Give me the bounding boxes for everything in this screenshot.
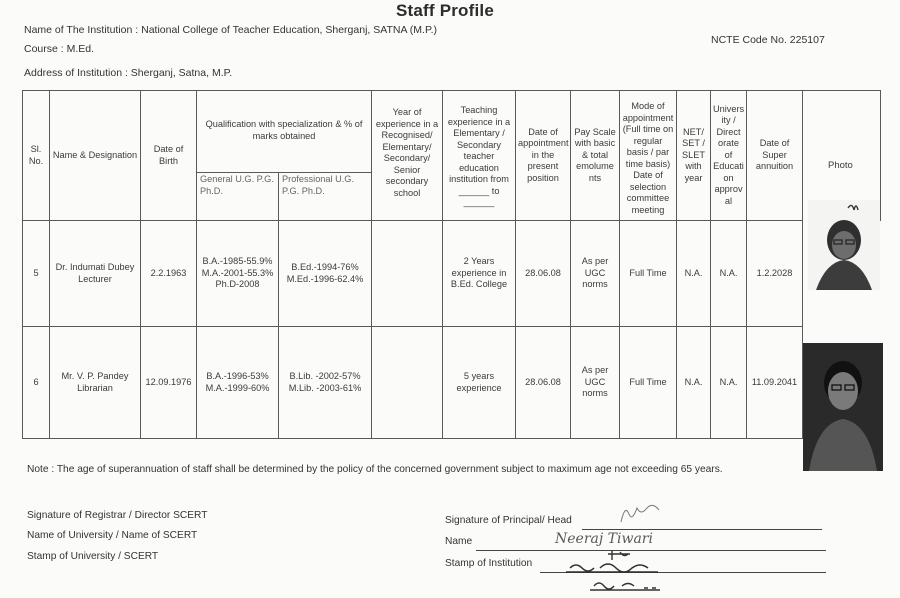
principal-signature-line: [582, 529, 822, 530]
professional-line: B.Lib. -2002-57%: [289, 371, 361, 381]
row-name-cell: [50, 221, 141, 327]
row-professional: [279, 221, 372, 327]
table-row: [23, 221, 803, 327]
row-university: N.A.: [711, 327, 747, 439]
teaching-line: experience: [456, 382, 502, 393]
teaching-line: B.Ed. College: [450, 279, 508, 290]
payscale-line: UGC: [584, 267, 606, 278]
general-line: Ph.D-2008: [215, 279, 260, 290]
header-payscale: Pay Scale with basic & total emolume nts: [571, 91, 620, 221]
professional-line: B.Ed.-1994-76%: [291, 262, 359, 272]
payscale-line: norms: [582, 388, 608, 399]
staff-name: Dr. Indumati Dubey: [55, 262, 135, 272]
teaching-line: experience in: [451, 267, 507, 278]
page-title: Staff Profile: [396, 1, 495, 20]
teaching-line: 2 Years: [463, 256, 495, 267]
header-university: Univers ity / Direct orate of Educati on approv al: [711, 91, 747, 221]
row-mode: Full Time: [620, 327, 677, 439]
header-professional: Professional U.G. P.G. Ph.D.: [279, 173, 372, 221]
principal-signature-icon: [615, 500, 705, 528]
row-teaching: [443, 327, 516, 439]
header-appointment: Date of appointment in the present position: [516, 91, 571, 221]
institution-stamp: [560, 548, 680, 598]
header-net: NET/ SET / SLET with year: [677, 91, 711, 221]
general-line: M.A.-2001-55.3%: [201, 267, 274, 278]
row-net: N.A.: [677, 327, 711, 439]
header-mode: Mode of appointment (Full time on regular basis / par time basis) Date of selection committee meeting: [620, 91, 677, 221]
payscale-line: As per: [581, 256, 609, 267]
principal-signature-label: Signature of Principal/ Head: [445, 515, 572, 526]
header-teaching: Teaching experience in a Elementary / Secondary teacher education institution from ______ to ______: [443, 91, 516, 221]
row-experience: [372, 327, 443, 439]
row-professional: [279, 327, 372, 439]
professional-line: M.Lib. -2003-61%: [288, 382, 362, 393]
header-sl: Sl. No.: [23, 91, 50, 221]
header-qualification: Qualification with specialization & % of marks obtained: [197, 91, 372, 173]
staff-name: Mr. V. P. Pandey: [61, 371, 129, 381]
registrar-signature-label: Signature of Registrar / Director SCERT: [27, 510, 208, 521]
row-dob: 2.2.1963: [141, 221, 197, 327]
university-stamp-label: Stamp of University / SCERT: [27, 551, 159, 562]
row-dob: 12.09.1976: [141, 327, 197, 439]
row-general: [197, 327, 279, 439]
row-sl: 6: [23, 327, 50, 439]
staff-photo: [803, 343, 883, 471]
header-photo: Photo: [828, 160, 853, 171]
row-mode: Full Time: [620, 221, 677, 327]
payscale-line: UGC: [584, 376, 606, 387]
course-label: Course : M.Ed.: [24, 43, 95, 55]
principal-name-label: Name: [445, 536, 473, 547]
header-name: Name & Designation: [50, 91, 141, 221]
row-university: N.A.: [711, 221, 747, 327]
header-general: General U.G. P.G. Ph.D.: [197, 173, 279, 221]
institution-address: Address of Institution : Sherganj, Satna, M.P.: [24, 67, 233, 79]
row-superannuation: 11.09.2041: [747, 327, 803, 439]
teaching-line: 5 years: [463, 371, 495, 381]
row-general: [197, 221, 279, 327]
row-teaching: [443, 221, 516, 327]
row-payscale: [571, 327, 620, 439]
university-name-label: Name of University / Name of SCERT: [27, 530, 198, 541]
staff-photo: [808, 200, 880, 290]
institution-stamp-label: Stamp of Institution: [445, 558, 533, 569]
staff-designation: Lecturer: [78, 273, 112, 284]
header-superannuation: Date of Super annuition: [747, 91, 803, 221]
superannuation-note: Note : The age of superannuation of staff shall be determined by the policy of the concerned government subject to maximum age not exceeding 65 years.: [27, 464, 723, 475]
header-dob: Date of Birth: [141, 91, 197, 221]
header-experience: Year of experience in a Recognised/ Elementary/ Secondary/ Senior secondary school: [372, 91, 443, 221]
general-line: M.A.-1999-60%: [205, 382, 270, 393]
professional-line: M.Ed.-1996-62.4%: [286, 273, 364, 284]
principal-name-value: Neeraj Tiwari: [555, 531, 653, 547]
row-name-cell: [50, 327, 141, 439]
row-net: N.A.: [677, 221, 711, 327]
institution-name: Name of The Institution : National College of Teacher Education, Sherganj, SATNA (M.P.): [24, 24, 438, 36]
row-superannuation: 1.2.2028: [747, 221, 803, 327]
row-sl: 5: [23, 221, 50, 327]
general-line: B.A.-1996-53%: [206, 371, 269, 381]
row-appointment: 28.06.08: [516, 221, 571, 327]
row-appointment: 28.06.08: [516, 327, 571, 439]
row-experience: [372, 221, 443, 327]
ncte-code: NCTE Code No. 225107: [711, 34, 825, 46]
staff-table: [22, 90, 803, 439]
general-line: B.A.-1985-55.9%: [202, 256, 273, 267]
table-row: [23, 327, 803, 439]
row-payscale: [571, 221, 620, 327]
staff-designation: Librarian: [77, 382, 113, 393]
payscale-line: As per: [581, 365, 609, 376]
payscale-line: norms: [582, 279, 608, 290]
